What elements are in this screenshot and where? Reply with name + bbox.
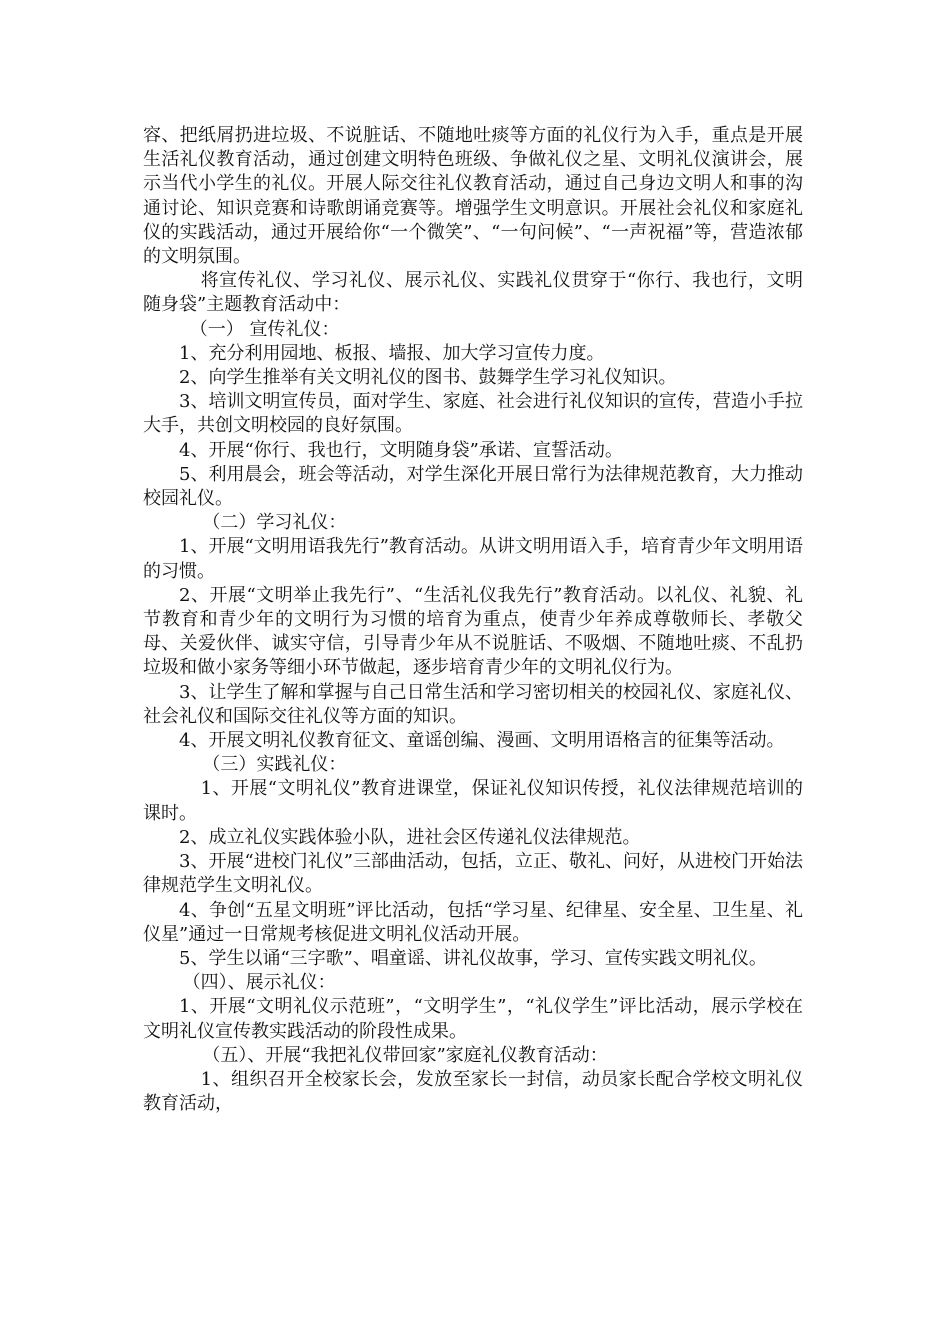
list-item: 1、开展“文明礼仪”教育进课堂，保证礼仪知识传授，礼仪法律规范培训的课时。 xyxy=(143,778,803,824)
list-item: 1、充分利用园地、板报、墙报、加大学习宣传力度。 xyxy=(179,342,605,364)
section-heading-publicize: （一） 宣传礼仪： xyxy=(189,318,340,340)
list-item: 3、开展“进校门礼仪”三部曲活动，包括，立正、敬礼、问好，从进校门开始法律规范学生文明礼仪。 xyxy=(143,851,803,897)
list-item: 5、学生以诵“三字歌”、唱童谣、讲礼仪故事，学习、宣传实践文明礼仪。 xyxy=(179,947,767,969)
list-item: 2、开展“文明举止我先行”、“生活礼仪我先行”教育活动。以礼仪、礼貌、礼节教育和青少年的文明行为习惯的培育为重点，使青少年养成尊敬师长、孝敬父母、关爱伙伴、诚实守信，引导青少年从不说脏话、不吸烟、不随地吐痰、不乱扔垃圾和做小家务等细小环节做起，逐步培育青少年的文明礼仪行为。 xyxy=(143,584,803,679)
paragraph-overview: 将宣传礼仪、学习礼仪、展示礼仪、实践礼仪贯穿于“你行、我也行，文明随身袋”主题教育活动中： xyxy=(143,270,803,316)
list-item: 2、向学生推举有关文明礼仪的图书、鼓舞学生学习礼仪知识。 xyxy=(179,367,677,389)
list-item: 4、争创“五星文明班”评比活动，包括“学习星、纪律星、安全星、卫生星、礼仪星”通过一日常规考核促进文明礼仪活动开展。 xyxy=(143,899,803,945)
list-item: 1、开展“文明用语我先行”教育活动。从讲文明用语入手，培育青少年文明用语的习惯。 xyxy=(143,536,803,582)
list-item: 4、开展文明礼仪教育征文、童谣创编、漫画、文明用语格言的征集等活动。 xyxy=(179,730,785,752)
list-item: 1、开展“文明礼仪示范班”，“文明学生”，“礼仪学生”评比活动，展示学校在文明礼仪宣传教实践活动的阶段性成果。 xyxy=(143,996,803,1042)
list-item: 4、开展“你行、我也行，文明随身袋”承诺、宣誓活动。 xyxy=(179,439,623,461)
section-heading-learn: （二）学习礼仪： xyxy=(202,512,347,534)
list-item: 2、成立礼仪实践体验小队，进社会区传递礼仪法律规范。 xyxy=(179,826,641,848)
paragraph-intro: 容、把纸屑扔进垃圾、不说脏话、不随地吐痰等方面的礼仪行为入手，重点是开展生活礼仪教育活动，通过创建文明特色班级、争做礼仪之星、文明礼仪演讲会，展示当代小学生的礼仪。开展人际交往礼仪教育活动，通过自己身边文明人和事的沟通讨论、知识竞赛和诗歌朗诵竞赛等。增强学生文明意识。开展社会礼仪和家庭礼仪的实践活动，通过开展给你“一个微笑”、“一句问候”、“一声祝福”等，营造浓郁的文明氛围。 xyxy=(143,125,803,268)
list-item: 5、利用晨会，班会等活动，对学生深化开展日常行为法律规范教育，大力推动校园礼仪。 xyxy=(143,463,803,510)
section-heading-home: （五）、开展“我把礼仪带回家”家庭礼仪教育活动： xyxy=(202,1044,608,1066)
document-body xyxy=(143,124,803,1116)
section-heading-practice: （三）实践礼仪： xyxy=(202,754,347,776)
list-item: 3、培训文明宣传员，面对学生、家庭、社会进行礼仪知识的宣传，营造小手拉大手，共创文明校园的良好氛围。 xyxy=(143,391,803,437)
section-heading-showcase: （四）、展示礼仪： xyxy=(182,972,336,994)
list-item: 3、让学生了解和掌握与自己日常生活和学习密切相关的校园礼仪、家庭礼仪、社会礼仪和国际交往礼仪等方面的知识。 xyxy=(143,681,803,727)
list-item: 1、组织召开全校家长会，发放至家长一封信，动员家长配合学校文明礼仪教育活动， xyxy=(143,1068,803,1115)
